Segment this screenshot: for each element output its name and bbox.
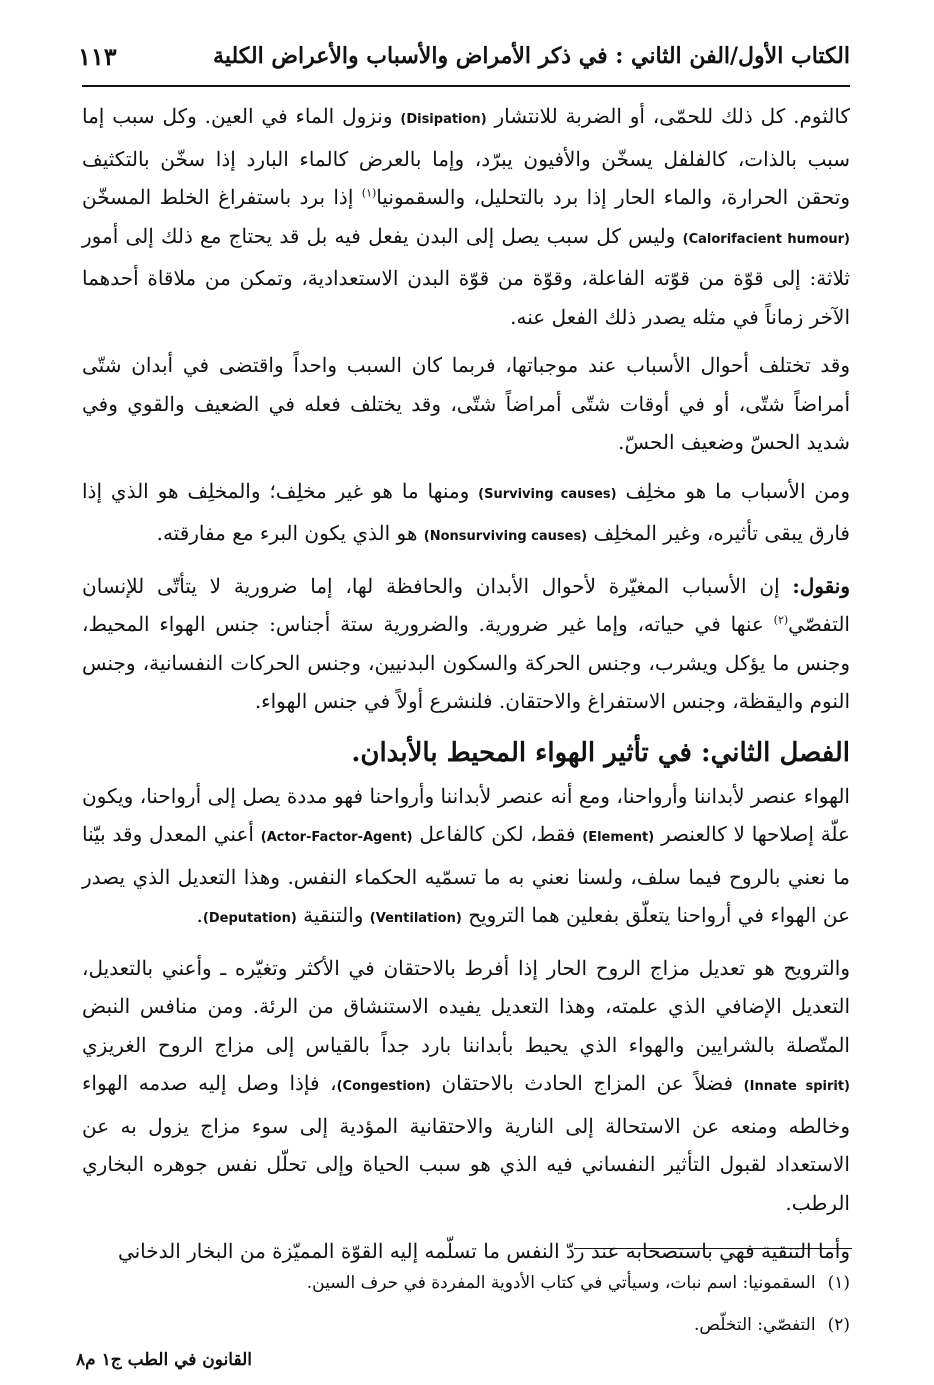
text-run: والترويح هو تعديل مزاج الروح الحار إذا أفرط بالاحتقان في الأكثر وتغيّره ـ وأعني بالتعديل، التعديل الإضافي الذي علمته، وهذا التعديل يفيده الاستنشاق من الرئة. ومن منافس النبض المتّصلة بالشرايين والهواء الذي يحيط بأبداننا بارد جداً بالقياس إلى مزاج الروح الغريزي [82, 955, 850, 1057]
footnote-ref: (١) [361, 186, 377, 200]
main-text [82, 97, 850, 1281]
footnote [84, 1304, 850, 1346]
paragraph [82, 97, 850, 336]
latin-term: (Congestion) [336, 1079, 431, 1094]
page-number: ١١٣ [78, 41, 117, 71]
text-run: إذا برد باستفراغ الخلط المسخّن [82, 185, 362, 209]
text-run: ، فإذا وصل إليه صدمه الهواء وخالطه ومنعه عن الاستحالة إلى النارية والاحتقانية المؤدية إلى سوء مزاج يزول به عن الاستعداد لقبول التأثير النفساني فيه الذي هو سبب الحياة وإلى تحلّل نفس جوهره البخاري الرطب. [82, 1071, 850, 1215]
text-run: كالثوم. كل ذلك للحمّى، أو الضربة للانتشار [486, 104, 850, 128]
latin-term: (Nonsurviving causes) [423, 529, 588, 544]
footnote-number: (١) [827, 1273, 850, 1293]
text-run: إن الأسباب المغيّرة لأحوال الأبدان والحافظة لها، إما ضرورية لا يتأتّى للإنسان التفصّي [82, 573, 850, 636]
footnote-ref: (٢) [773, 613, 789, 627]
paragraph [82, 472, 850, 557]
paragraph [82, 567, 850, 721]
latin-term: (Ventilation) [369, 911, 462, 926]
section-paragraphs-block [82, 777, 850, 1271]
section-heading: الفصل الثاني: في تأثير الهواء المحيط بالأبدان. [351, 737, 850, 768]
latin-term: (Calorifacient humour) [682, 231, 850, 247]
text-run: ومن الأسباب ما هو مخلِف [616, 478, 851, 503]
footnote-number: (٢) [827, 1315, 850, 1335]
footnote-text: السقمونيا: اسم نبات، وسيأتي في كتاب الأدوية المفردة في حرف السين. [306, 1273, 816, 1293]
text-run: هو الذي يكون البرء مع مفارقته. [156, 521, 424, 545]
paragraphs-block [82, 97, 850, 721]
text-run: وليس كل سبب يصل إلى البدن يفعل فيه بل قد يحتاج مع ذلك إلى أمور ثلاثة: إلى قوّة من قوّته الفاعلة، وقوّة من قوّة البدن الاستعدادية، وتمكن من ملاقاة أحدهما الآخر زماناً في مثله يصدر ذلك الفعل عنه. [82, 223, 850, 329]
text-run: فقط، لكن كالفاعل [412, 822, 583, 846]
running-header [78, 34, 850, 78]
latin-term: (Disipation) [400, 112, 487, 127]
text-run: وأما التنقية فهي باستصحابه عند ردّ النفس ما تسلّمه إليه القوّة المميّزة من البخار الدخاني [117, 1239, 850, 1263]
text-run: فضلاً عن المزاج الحادث بالاحتقان [430, 1071, 744, 1095]
header-title: الكتاب الأول/الفن الثاني : في ذكر الأمراض والأسباب والأعراض الكلية [213, 43, 850, 69]
text-run: أعني المعدل وقد بيّنا ما نعني بالروح فيما سلف، ولسنا نعني به ما تسمّيه الحكماء النفس. وهذا التعديل الذي يصدر عن الهواء في أرواحنا يتعلّق بفعلين هما الترويح [82, 822, 850, 927]
text-run: . [196, 903, 203, 927]
text-run: الهواء عنصر لأبداننا وأرواحنا، ومع أنه عنصر لأبداننا وأرواحنا فهو مددة يصل إلى أرواحنا، ويكون علّة إصلاحها لا كالعنصر [82, 783, 850, 846]
footnotes [84, 1262, 850, 1346]
paragraph [82, 949, 850, 1223]
header-rule [82, 85, 850, 87]
footnote-rule [574, 1248, 852, 1249]
page-footer: القانون في الطب ج١ م٨ [76, 1350, 252, 1370]
latin-term: (Element) [582, 830, 655, 845]
latin-term: (Actor-Factor-Agent) [260, 830, 413, 845]
text-run: ونزول الماء في العين. وكل سبب إما سبب بالذات، كالفلفل يسخّن والأفيون يبرّد، وإما بالعرض كالماء البارد إذا سخّن بالتكثيف وتحقن الحرارة، والماء الحار إذا برد بالتحليل، والسقمونيا [82, 104, 851, 209]
latin-term: (Innate spirit) [743, 1079, 851, 1094]
footnote [84, 1262, 850, 1304]
text-run: ومنها ما هو غير مخلِف؛ والمخلِف هو الذي إذا فارق يبقى تأثيره، وغير المخلِف [82, 478, 850, 545]
paragraph [82, 777, 850, 939]
lead-word: ونقول: [792, 573, 850, 598]
text-run: عنها في حياته، وإما غير ضرورية. والضرورية ستة أجناس: جنس الهواء المحيط، وجنس ما يؤكل ويشرب، وجنس الحركة والسكون البدنيين، وجنس الحركات النفسانية، وجنس النوم واليقظة، وجنس الاستفراغ والاحتقان. فلنشرع أولاً في جنس الهواء. [82, 612, 850, 713]
latin-term: (Surviving causes) [478, 486, 617, 502]
latin-term: (Deputation) [202, 911, 297, 926]
text-run: وقد تختلف أحوال الأسباب عند موجباتها، فربما كان السبب واحداً واقتضى في أبدان شتّى أمراضاً شتّى، أو في أوقات شتّى أمراضاً شتّى، وقد يختلف فعله في الضعيف والقوي وفي شديد الحسّ وضعيف الحسّ. [82, 353, 850, 454]
footnote-text: التفصّي: التخلّص. [694, 1315, 816, 1335]
text-run: والتنقية [296, 903, 370, 927]
paragraph [82, 346, 850, 462]
